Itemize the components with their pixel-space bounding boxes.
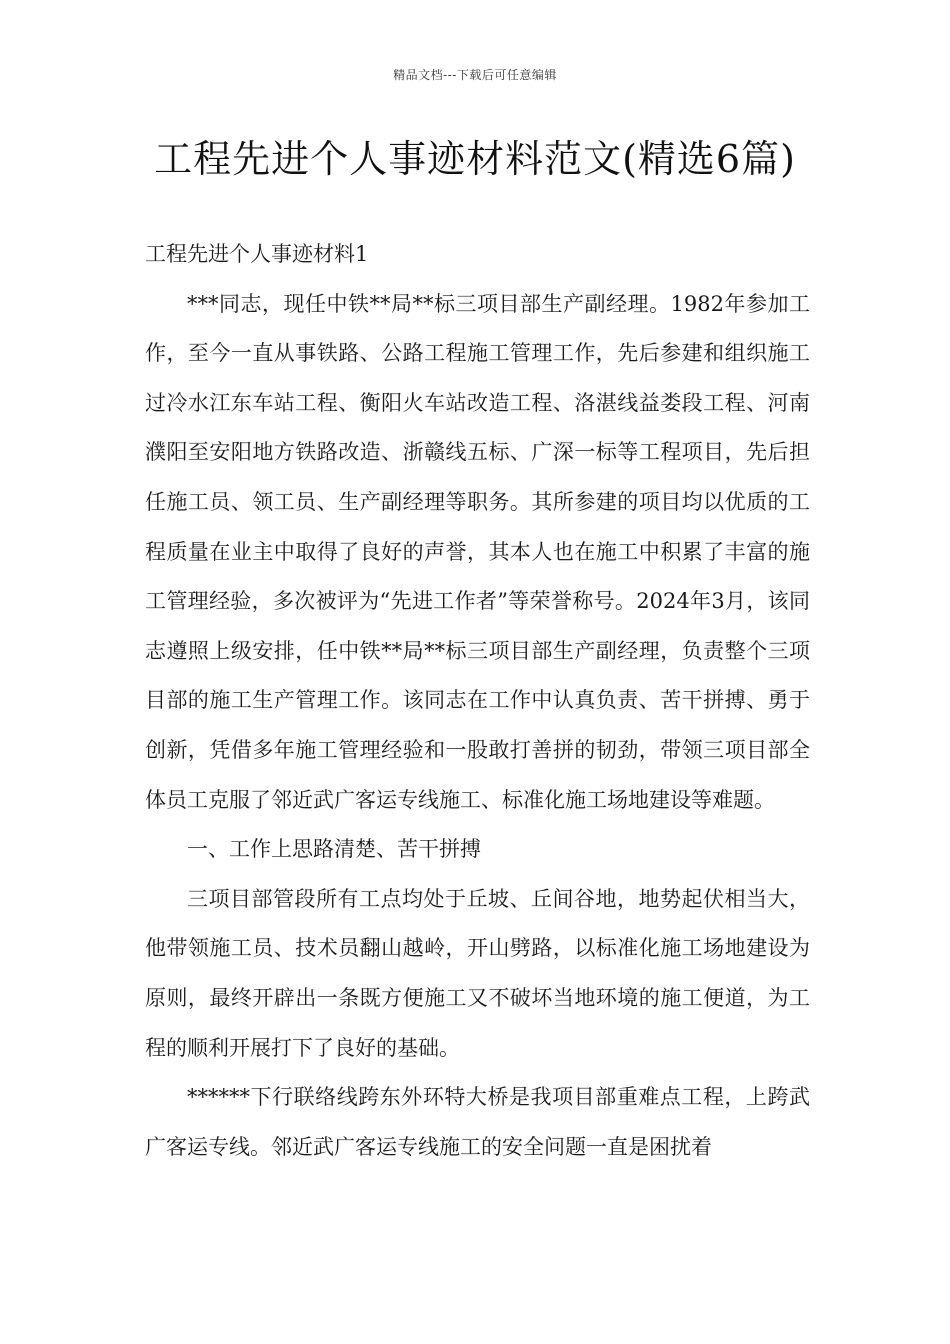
body-paragraph: ***同志，现任中铁**局**标三项目部生产副经理。1982年参加工作，至今一直从事铁路、公路工程施工管理工作，先后参建和组织施工过冷水江东车站工程、衡阳火车站改造工程、洛湛线益娄段工程、河南濮阳至安阳地方铁路改造、浙赣线五标、广深一标等工程项目，先后担任施工员、领工员、生产副经理等职务。其所参建的项目均以优质的工程质量在业主中取得了良好的声誉，其本人也在施工中积累了丰富的施工管理经验，多次被评为“先进工作者”等荣誉称号。2024年3月，该同志遵照上级安排，任中铁**局**标三项目部生产副经理，负责整个三项目部的施工生产管理工作。该同志在工作中认真负责、苦干拼搏、勇于创新，凭借多年施工管理经验和一股敢打善拼的韧劲，带领三项目部全体员工克服了邻近武广客运专线施工、标准化施工场地建设等难题。: [145, 291, 810, 812]
section-heading: 工程先进个人事迹材料1: [145, 242, 369, 266]
document-body: [145, 230, 810, 1172]
header-note: 精品文档---下载后可任意编辑: [393, 68, 557, 82]
document-title: 工程先进个人事迹材料范文(精选6篇): [154, 137, 796, 181]
body-paragraph: ******下行联络线跨东外环特大桥是我项目部重难点工程，上跨武广客运专线。邻近武广客运专线施工的安全问题一直是困扰着: [145, 1085, 810, 1159]
body-paragraph: 三项目部管段所有工点均处于丘坡、丘间谷地，地势起伏相当大，他带领施工员、技术员翻山越岭，开山劈路，以标准化施工场地建设为原则，最终开辟出一条既方便施工又不破坏当地环境的施工便道，为工程的顺利开展打下了良好的基础。: [145, 886, 810, 1060]
subsection-heading: 一、工作上思路清楚、苦干拼搏: [187, 837, 481, 862]
